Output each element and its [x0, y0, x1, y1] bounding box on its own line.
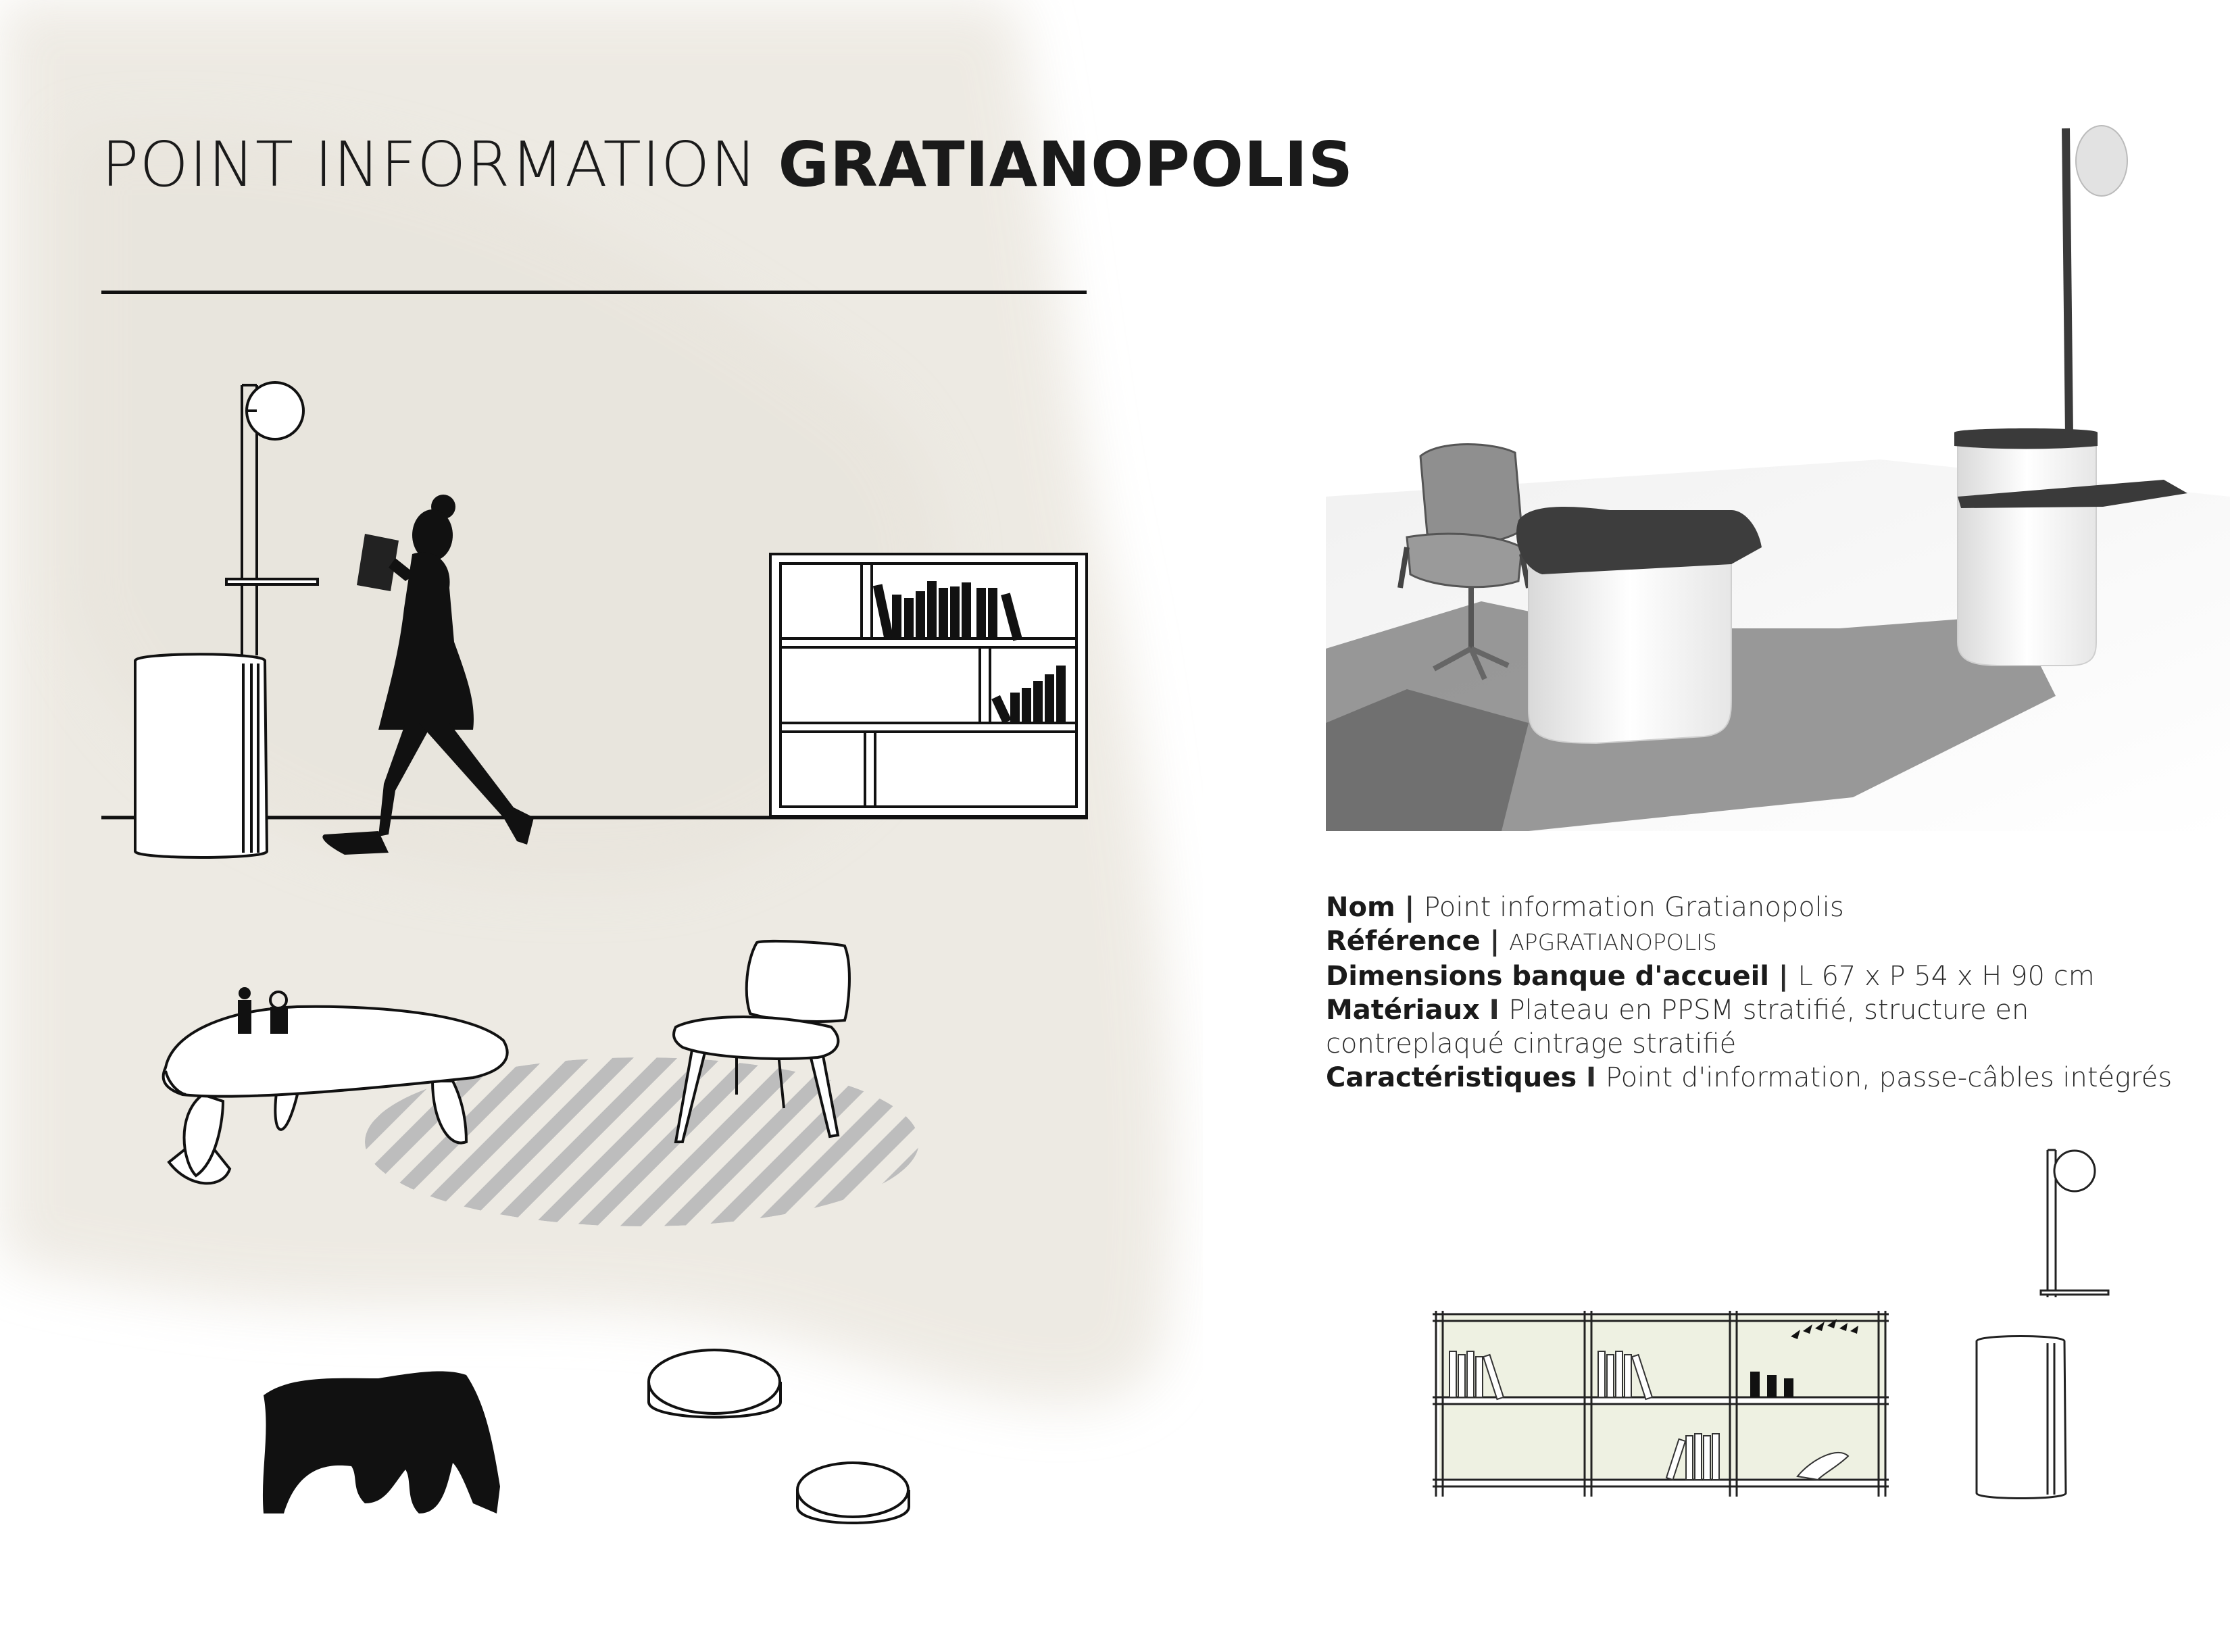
title-light: POINT INFORMATION [101, 128, 758, 201]
reception-desk-icon [1516, 507, 1762, 743]
info-key: Dimensions banque d'accueil [1326, 961, 1769, 992]
info-key: Caractéristiques [1326, 1062, 1577, 1093]
floor-lamp-elevation-icon [1977, 1150, 2108, 1499]
info-row-caracteristiques: Caractéristiques I Point d'information, passe-câbles intégrés [1326, 1062, 2173, 1093]
info-value: L 67 x P 54 x H 90 cm [1798, 961, 2095, 992]
info-key: Matériaux [1326, 995, 1480, 1026]
elephant-stool-icon [263, 1372, 500, 1513]
info-key: Nom [1326, 892, 1395, 923]
info-value: Point d'information, passe-câbles intégrés [1605, 1062, 2173, 1093]
reading-woman-silhouette-icon [322, 495, 534, 855]
info-row-reference: Référence | APGRATIANOPOLIS [1326, 926, 1717, 957]
info-value: APGRATIANOPOLIS [1509, 929, 1717, 955]
elevation-drawings [1419, 1135, 2162, 1513]
title-bold: GRATIANOPOLIS [778, 128, 1354, 201]
product-render-image [1326, 115, 2230, 831]
product-info [1326, 891, 2204, 1095]
info-value: Plateau en PPSM stratifié, structure en contreplaqué cintrage stratifié [1326, 995, 2029, 1059]
info-row-nom: Nom | Point information Gratianopolis [1326, 892, 1844, 923]
info-row-dimensions: Dimensions banque d'accueil | L 67 x P 54 x H 90 cm [1326, 961, 2095, 992]
floor-lamp-icon [135, 382, 318, 857]
info-key: Référence [1326, 926, 1481, 957]
pouf-icon [649, 1350, 780, 1418]
pouf-icon [797, 1463, 909, 1523]
info-value: Point information Gratianopolis [1424, 892, 1844, 923]
info-row-materiaux: Matériaux I Plateau en PPSM stratifié, structure en contreplaqué cintrage stratifié [1326, 995, 2029, 1059]
